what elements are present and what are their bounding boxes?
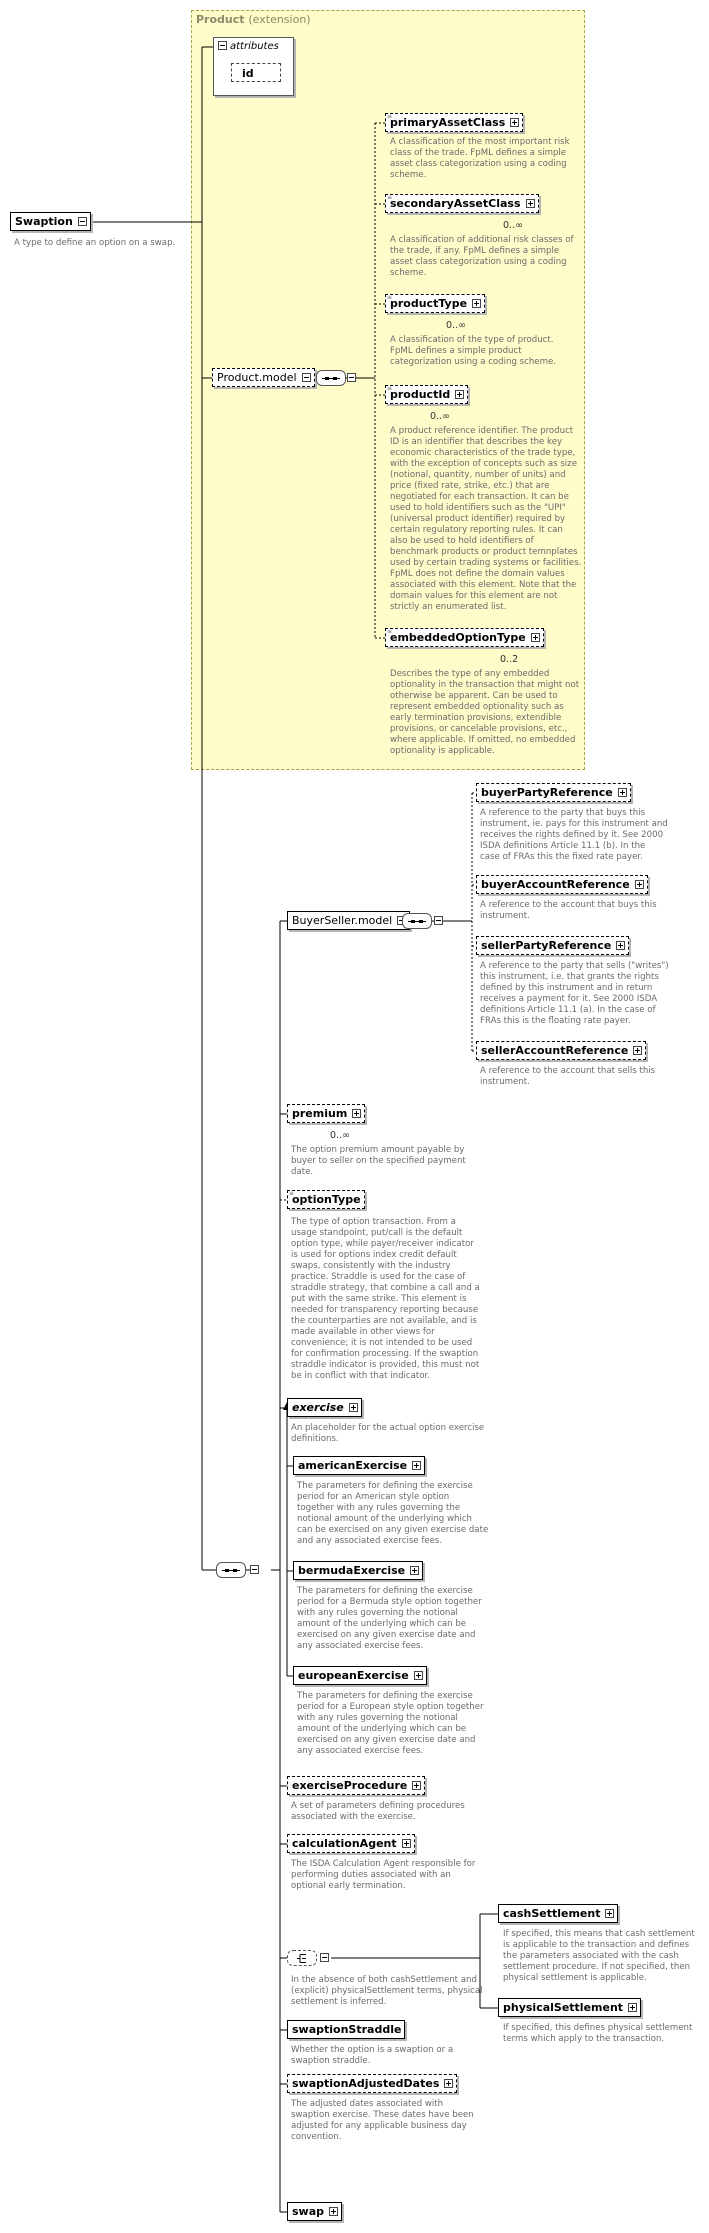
expand-icon[interactable] [412, 1781, 421, 1790]
premium-cardinality: 0..∞ [330, 1130, 350, 1141]
primary-asset-class-description: A classification of the most important risk class of the trade. FpML defines a simple asset class categorization using a coding scheme. [390, 137, 570, 180]
expand-icon[interactable] [628, 2003, 637, 2012]
secondary-asset-class-description: A classification of additional risk classes of the trade, if any. FpML defines a simple asset class categorization using a coding scheme. [390, 235, 574, 278]
element-cash-settlement[interactable]: cashSettlement [498, 1904, 618, 1923]
element-primary-asset-class[interactable]: ≡ primaryAssetClass [385, 113, 523, 132]
expand-icon[interactable] [455, 390, 464, 399]
element-option-type[interactable]: ≡ optionType [287, 1190, 365, 1209]
cash-settlement-description: If specified, this means that cash settlement is applicable to the transaction and defines the parameters associated with the cash settlement procedure. If not specified, then physical settlement is applicable. [503, 1929, 695, 1983]
element-premium[interactable]: premium [287, 1104, 365, 1123]
sequence-compositor[interactable] [316, 370, 346, 386]
collapse-icon[interactable] [250, 1565, 259, 1574]
exercise-description: An placeholder for the actual option exercise definitions. [291, 1423, 485, 1444]
collapse-icon[interactable] [302, 373, 311, 382]
element-product-id[interactable]: ≡ productId [385, 385, 468, 404]
product-id-description: A product reference identifier. The product ID is an identifier that describes the key economic characteristics of the trade type, with the exception of concepts such as size (notional, quantity, number of units) and price (fixed rate, strike, etc.) that are negotiated for each transaction. It can be used to hold identifiers such as the "UPI" (universal product identifier) required by certain regulatory reporting rules. It can also be used to hold identifiers of benchmark products or product temnplates used by certain trading systems or facilities. FpML does not define the domain values associated with this element. Note that the domain values for this element are not strictly an enumerated list. [390, 426, 582, 612]
expand-icon[interactable] [531, 633, 540, 642]
swaption-root-node[interactable]: Swaption [10, 212, 91, 231]
settlement-choice-compositor[interactable] [287, 1950, 317, 1966]
buyer-seller-sequence-compositor[interactable] [402, 913, 432, 929]
expand-icon[interactable] [412, 1461, 421, 1470]
collapse-icon[interactable] [347, 373, 356, 382]
element-exercise[interactable]: exercise [287, 1398, 362, 1417]
collapse-icon[interactable] [78, 217, 87, 226]
physical-settlement-description: If specified, this defines physical settlement terms which apply to the transaction. [503, 2023, 693, 2044]
element-bermuda-exercise[interactable]: bermudaExercise [293, 1561, 423, 1580]
secondary-asset-class-cardinality: 0..∞ [503, 220, 523, 231]
expand-icon[interactable] [605, 1909, 614, 1918]
product-model-group[interactable]: Product.model [212, 368, 315, 387]
collapse-icon[interactable] [218, 41, 227, 50]
buyer-account-reference-description: A reference to the account that buys this instrument. [480, 900, 657, 921]
element-calculation-agent[interactable]: calculationAgent [287, 1834, 415, 1853]
element-swap[interactable]: swap [287, 2202, 342, 2221]
element-buyer-party-reference[interactable]: buyerPartyReference [476, 783, 631, 802]
element-exercise-procedure[interactable]: exerciseProcedure [287, 1776, 425, 1795]
buyer-seller-model-group[interactable]: BuyerSeller.model [287, 911, 410, 930]
embedded-option-type-description: Describes the type of any embedded optionality in the transaction that might not otherwise be apparent. Can be used to represent embedded optionality such as early termination provisions, extendible provisions, or cancelable provisions, etc., where applicable. If omitted, no embedded optionality is applicable. [390, 669, 580, 756]
american-exercise-description: The parameters for defining the exercise period for an American style option together with any rules governing the notional amount of the underlying which can be exercised on any given exercise date and any associated exercise fees. [297, 1481, 489, 1546]
expand-icon[interactable] [633, 1046, 642, 1055]
attributes-panel [213, 37, 294, 96]
expand-icon[interactable] [402, 1839, 411, 1848]
expand-icon[interactable] [472, 299, 481, 308]
swaption-straddle-description: Whether the option is a swaption or a swaption straddle. [291, 2045, 454, 2066]
attributes-header[interactable]: attributes [218, 41, 279, 52]
element-physical-settlement[interactable]: physicalSettlement [498, 1998, 641, 2017]
product-type-cardinality: 0..∞ [446, 320, 466, 331]
expand-icon[interactable] [616, 941, 625, 950]
element-american-exercise[interactable]: americanExercise [293, 1456, 425, 1475]
element-seller-account-reference[interactable]: sellerAccountReference [476, 1041, 646, 1060]
element-product-type[interactable]: ≡ productType [385, 294, 485, 313]
expand-icon[interactable] [352, 1109, 361, 1118]
buyer-party-reference-description: A reference to the party that buys this instrument, ie. pays for this instrument and receives the rights defined by it. See 2000 ISDA definitions Article 11.1 (b). In the case of FRAs this the fixed rate payer. [480, 808, 668, 862]
swaption-description: A type to define an option on a swap. [14, 238, 176, 248]
element-buyer-account-reference[interactable]: buyerAccountReference [476, 875, 648, 894]
extension-title: Product (extension) [196, 13, 311, 26]
attribute-id[interactable]: id [231, 63, 281, 82]
european-exercise-description: The parameters for defining the exercise period for a European style option together with any rules governing the notional amount of the underlying which can be exercised on any given exercise date and any associated exercise fees. [297, 1691, 484, 1756]
expand-icon[interactable] [510, 118, 519, 127]
exercise-procedure-description: A set of parameters defining procedures associated with the exercise. [291, 1801, 465, 1822]
expand-icon[interactable] [410, 1566, 419, 1575]
option-type-description: The type of option transaction. From a usage standpoint, put/call is the default option type, while payer/receiver indicator is used for options index credit default swaps, consistently with the industry practice. Straddle is used for the case of straddle strategy, that combine a call and a put with the same strike. This element is needed for transparency reporting because the counterparties are not available, and is made available in other views for convenience; it is not intended to be used for confirmation processing. If the swaption straddle indicator is provided, this must not be in conflict with that indicator. [291, 1217, 480, 1381]
calculation-agent-description: The ISDA Calculation Agent responsible for performing duties associated with an optional early termination. [291, 1859, 476, 1891]
seller-account-reference-description: A reference to the account that sells this instrument. [480, 1066, 656, 1087]
seller-party-reference-description: A reference to the party that sells ("writes") this instrument, i.e. that grants the rights defined by this instrument and in return receives a payment for it. See 2000 ISDA definitions Article 11.1 (a). In the case of FRAs this is the floating rate payer. [480, 961, 669, 1026]
settlement-choice-description: In the absence of both cashSettlement and (explicit) physicalSettlement terms, physical settlement is inferred. [291, 1975, 483, 2007]
product-id-cardinality: 0..∞ [430, 411, 450, 422]
element-seller-party-reference[interactable]: sellerPartyReference [476, 936, 629, 955]
bermuda-exercise-description: The parameters for defining the exercise period for a Bermuda style option together with any rules governing the notional amount of the underlying which can be exercised on any given exercise date and any associated exercise fees. [297, 1586, 482, 1651]
expand-icon[interactable] [414, 1671, 423, 1680]
premium-description: The option premium amount payable by buyer to seller on the specified payment date. [291, 1145, 466, 1177]
embedded-option-type-cardinality: 0..2 [500, 654, 519, 665]
expand-icon[interactable] [618, 788, 627, 797]
element-embedded-option-type[interactable]: ≡ embeddedOptionType [385, 628, 544, 647]
collapse-icon[interactable] [320, 1953, 329, 1962]
expand-icon[interactable] [635, 880, 644, 889]
element-secondary-asset-class[interactable]: ≡ secondaryAssetClass [385, 194, 539, 213]
swaption-adjusted-dates-description: The adjusted dates associated with swaption exercise. These dates have been adjusted for any applicable business day convention. [291, 2099, 474, 2142]
main-sequence-compositor[interactable] [216, 1562, 246, 1578]
collapse-icon[interactable] [434, 916, 443, 925]
element-swaption-straddle[interactable]: swaptionStraddle [287, 2020, 405, 2039]
element-swaption-adjusted-dates[interactable]: swaptionAdjustedDates [287, 2074, 457, 2093]
product-type-description: A classification of the type of product. FpML defines a simple product categorization using a coding scheme. [390, 335, 556, 367]
expand-icon[interactable] [444, 2079, 453, 2088]
element-european-exercise[interactable]: europeanExercise [293, 1666, 427, 1685]
expand-icon[interactable] [329, 2207, 338, 2216]
expand-icon[interactable] [349, 1403, 358, 1412]
expand-icon[interactable] [526, 199, 535, 208]
